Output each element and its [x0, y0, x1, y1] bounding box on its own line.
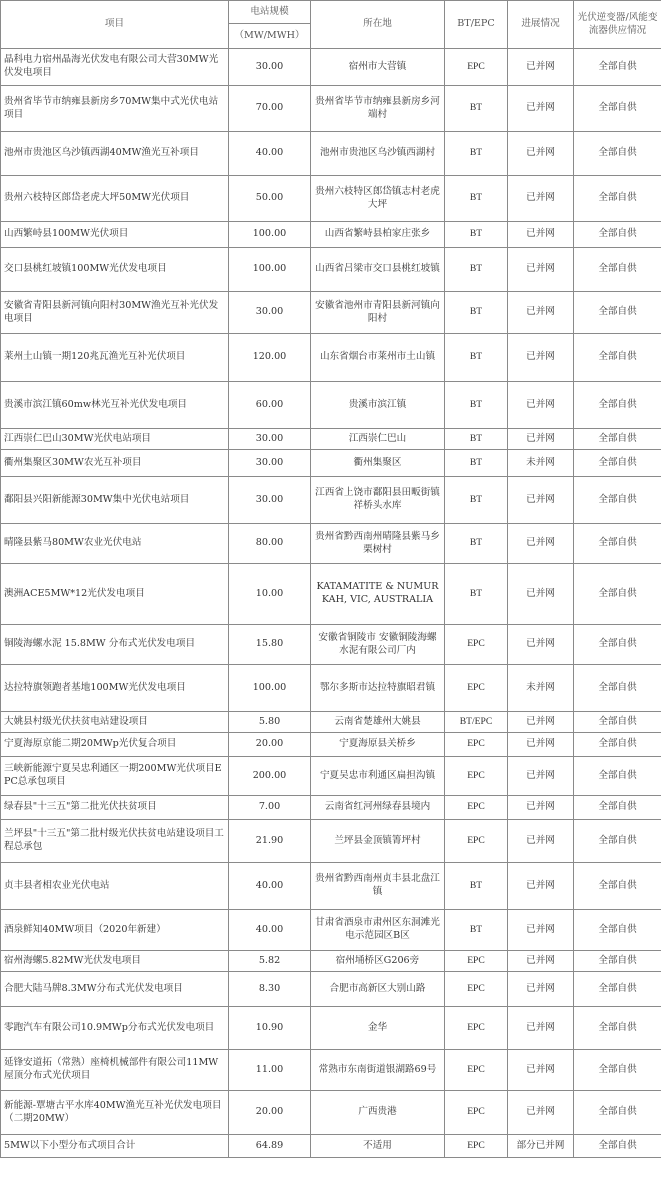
table-row [1, 86, 661, 132]
cell-supply: 全部自供 [574, 477, 661, 524]
cell-project: 衢州集聚区30MW农光互补项目 [1, 450, 229, 477]
table-row [1, 665, 661, 712]
cell-location: 贵州省黔西南州晴隆县紫马乡栗树村 [311, 524, 445, 564]
cell-mode: EPC [445, 951, 508, 972]
cell-location: KATAMATITE & NUMURKAH, VIC, AUSTRALIA [311, 564, 445, 625]
cell-status: 已并网 [508, 820, 574, 863]
table-row [1, 733, 661, 757]
cell-status: 已并网 [508, 1050, 574, 1091]
cell-location: 山西省繁峙县柏家庄张乡 [311, 222, 445, 248]
cell-supply: 全部自供 [574, 292, 661, 334]
cell-capacity: 200.00 [229, 757, 311, 796]
cell-status: 未并网 [508, 665, 574, 712]
cell-project: 江西崇仁巴山30MW光伏电站项目 [1, 429, 229, 450]
cell-mode: EPC [445, 972, 508, 1007]
cell-location: 贵州六枝特区郎岱镇志村老虎大坪 [311, 176, 445, 222]
cell-mode: BT [445, 910, 508, 951]
cell-location: 贵州省毕节市纳雍县新房乡河端村 [311, 86, 445, 132]
cell-status: 已并网 [508, 757, 574, 796]
cell-status: 已并网 [508, 796, 574, 820]
cell-mode: EPC [445, 665, 508, 712]
cell-supply: 全部自供 [574, 733, 661, 757]
table-row [1, 292, 661, 334]
cell-location: 常熟市东南街道银湖路69号 [311, 1050, 445, 1091]
table-row [1, 1007, 661, 1050]
table-row [1, 625, 661, 665]
cell-project: 鄱阳县兴阳新能源30MW集中光伏电站项目 [1, 477, 229, 524]
cell-supply: 全部自供 [574, 450, 661, 477]
cell-project: 贞丰县者相农业光伏电站 [1, 863, 229, 910]
cell-supply: 全部自供 [574, 86, 661, 132]
table-row [1, 49, 661, 86]
cell-project: 酒泉鲜知40MW项目（2020年新建） [1, 910, 229, 951]
cell-project: 三峡新能源宁夏吴忠利通区一期200MW光伏项目EPC总承包项目 [1, 757, 229, 796]
cell-project: 贵溪市滨江镇60mw林光互补光伏发电项目 [1, 382, 229, 429]
cell-location: 衢州集聚区 [311, 450, 445, 477]
cell-mode: BT [445, 248, 508, 292]
cell-status: 已并网 [508, 712, 574, 733]
cell-location: 不适用 [311, 1135, 445, 1158]
cell-status: 已并网 [508, 49, 574, 86]
cell-mode: EPC [445, 1050, 508, 1091]
cell-mode: EPC [445, 796, 508, 820]
cell-supply: 全部自供 [574, 863, 661, 910]
table-row [1, 972, 661, 1007]
cell-project: 铜陵海螺水泥 15.8MW 分布式光伏发电项目 [1, 625, 229, 665]
cell-capacity: 5.82 [229, 951, 311, 972]
header-mode: BT/EPC [445, 1, 508, 49]
cell-status: 已并网 [508, 334, 574, 382]
cell-capacity: 60.00 [229, 382, 311, 429]
cell-project: 宁夏海原京能二期20MWp光伏复合项目 [1, 733, 229, 757]
cell-capacity: 20.00 [229, 733, 311, 757]
cell-location: 云南省红河州绿春县境内 [311, 796, 445, 820]
cell-mode: EPC [445, 820, 508, 863]
cell-status: 已并网 [508, 222, 574, 248]
cell-status: 已并网 [508, 86, 574, 132]
table-row [1, 796, 661, 820]
table-row [1, 248, 661, 292]
header-supply: 光伏逆变器/风能变流器供应情况 [574, 1, 661, 49]
cell-status: 已并网 [508, 863, 574, 910]
cell-location: 山西省吕梁市交口县桃红坡镇 [311, 248, 445, 292]
cell-project: 晴隆县紫马80MW农业光伏电站 [1, 524, 229, 564]
cell-supply: 全部自供 [574, 524, 661, 564]
cell-project: 新能源-覃塘古平水库40MW渔光互补光伏发电项目（二期20MW） [1, 1091, 229, 1135]
table-row [1, 382, 661, 429]
cell-capacity: 70.00 [229, 86, 311, 132]
cell-status: 已并网 [508, 292, 574, 334]
cell-status: 已并网 [508, 625, 574, 665]
table-row [1, 757, 661, 796]
cell-mode: BT [445, 176, 508, 222]
cell-capacity: 8.30 [229, 972, 311, 1007]
cell-supply: 全部自供 [574, 49, 661, 86]
cell-mode: BT [445, 334, 508, 382]
cell-capacity: 30.00 [229, 477, 311, 524]
cell-status: 已并网 [508, 1091, 574, 1135]
cell-supply: 全部自供 [574, 757, 661, 796]
cell-location: 江西崇仁巴山 [311, 429, 445, 450]
cell-mode: BT [445, 132, 508, 176]
cell-capacity: 40.00 [229, 132, 311, 176]
header-capacity-unit: （MW/MWH） [229, 24, 311, 49]
table-row [1, 477, 661, 524]
cell-capacity: 64.89 [229, 1135, 311, 1158]
cell-mode: BT [445, 524, 508, 564]
header-location: 所在地 [311, 1, 445, 49]
cell-status: 已并网 [508, 382, 574, 429]
cell-project: 大姚县村级光伏扶贫电站建设项目 [1, 712, 229, 733]
cell-mode: BT [445, 863, 508, 910]
cell-mode: BT/EPC [445, 712, 508, 733]
cell-mode: BT [445, 564, 508, 625]
cell-capacity: 10.00 [229, 564, 311, 625]
cell-project: 贵州六枝特区郎岱老虎大坪50MW光伏项目 [1, 176, 229, 222]
cell-capacity: 21.90 [229, 820, 311, 863]
cell-supply: 全部自供 [574, 248, 661, 292]
cell-location: 云南省楚雄州大姚县 [311, 712, 445, 733]
cell-location: 鄂尔多斯市达拉特旗昭君镇 [311, 665, 445, 712]
cell-status: 已并网 [508, 733, 574, 757]
cell-location: 江西省上饶市鄱阳县田畈街镇祥桥头水库 [311, 477, 445, 524]
cell-status: 已并网 [508, 477, 574, 524]
cell-supply: 全部自供 [574, 1091, 661, 1135]
cell-capacity: 30.00 [229, 429, 311, 450]
cell-mode: BT [445, 382, 508, 429]
cell-status: 部分已并网 [508, 1135, 574, 1158]
cell-project: 澳洲ACE5MW*12光伏发电项目 [1, 564, 229, 625]
cell-capacity: 30.00 [229, 292, 311, 334]
cell-capacity: 100.00 [229, 248, 311, 292]
table-row [1, 334, 661, 382]
header-capacity: 电站规模 [229, 1, 311, 24]
cell-capacity: 50.00 [229, 176, 311, 222]
table-row [1, 429, 661, 450]
cell-capacity: 15.80 [229, 625, 311, 665]
cell-status: 已并网 [508, 1007, 574, 1050]
cell-status: 已并网 [508, 951, 574, 972]
cell-location: 兰坪县金顶镇箐坪村 [311, 820, 445, 863]
cell-capacity: 7.00 [229, 796, 311, 820]
cell-supply: 全部自供 [574, 625, 661, 665]
cell-supply: 全部自供 [574, 382, 661, 429]
table-row [1, 863, 661, 910]
table-row [1, 564, 661, 625]
cell-location: 安徽省铜陵市 安徽铜陵海螺水泥有限公司厂内 [311, 625, 445, 665]
cell-capacity: 5.80 [229, 712, 311, 733]
cell-project: 5MW以下小型分布式项目合计 [1, 1135, 229, 1158]
cell-project: 兰坪县"十三五"第二批村级光伏扶贫电站建设项目工程总承包 [1, 820, 229, 863]
table-body [1, 49, 661, 1158]
cell-project: 绿春县"十三五"第二批光伏扶贫项目 [1, 796, 229, 820]
cell-status: 已并网 [508, 564, 574, 625]
cell-project: 延锋安道拓（常熟）座椅机械部件有限公司11MW屋顶分布式光伏项目 [1, 1050, 229, 1091]
cell-supply: 全部自供 [574, 1135, 661, 1158]
cell-capacity: 30.00 [229, 49, 311, 86]
cell-location: 池州市贵池区乌沙镇西湖村 [311, 132, 445, 176]
table-row [1, 132, 661, 176]
cell-supply: 全部自供 [574, 1007, 661, 1050]
cell-supply: 全部自供 [574, 910, 661, 951]
cell-supply: 全部自供 [574, 820, 661, 863]
cell-supply: 全部自供 [574, 222, 661, 248]
table-row [1, 450, 661, 477]
cell-capacity: 20.00 [229, 1091, 311, 1135]
cell-supply: 全部自供 [574, 429, 661, 450]
cell-status: 已并网 [508, 248, 574, 292]
cell-supply: 全部自供 [574, 132, 661, 176]
cell-mode: EPC [445, 1091, 508, 1135]
table-row [1, 524, 661, 564]
cell-project: 交口县桃红坡镇100MW光伏发电项目 [1, 248, 229, 292]
cell-supply: 全部自供 [574, 712, 661, 733]
table-row [1, 820, 661, 863]
cell-mode: BT [445, 450, 508, 477]
cell-mode: EPC [445, 1007, 508, 1050]
cell-capacity: 100.00 [229, 222, 311, 248]
table-header [1, 1, 661, 49]
cell-location: 金华 [311, 1007, 445, 1050]
cell-status: 已并网 [508, 429, 574, 450]
cell-location: 合肥市高新区大别山路 [311, 972, 445, 1007]
cell-capacity: 80.00 [229, 524, 311, 564]
cell-project: 零跑汽车有限公司10.9MWp分布式光伏发电项目 [1, 1007, 229, 1050]
cell-supply: 全部自供 [574, 564, 661, 625]
cell-project: 晶科电力宿州晶海光伏发电有限公司大营30MW光伏发电项目 [1, 49, 229, 86]
cell-location: 宁夏海原县关桥乡 [311, 733, 445, 757]
cell-project: 贵州省毕节市纳雍县新房乡70MW集中式光伏电站项目 [1, 86, 229, 132]
cell-status: 已并网 [508, 524, 574, 564]
cell-supply: 全部自供 [574, 951, 661, 972]
cell-supply: 全部自供 [574, 665, 661, 712]
cell-mode: EPC [445, 733, 508, 757]
cell-project: 达拉特旗领跑者基地100MW光伏发电项目 [1, 665, 229, 712]
cell-location: 广西贵港 [311, 1091, 445, 1135]
cell-location: 贵溪市滨江镇 [311, 382, 445, 429]
cell-status: 已并网 [508, 972, 574, 1007]
cell-location: 甘肃省酒泉市肃州区东洞滩光电示范园区B区 [311, 910, 445, 951]
cell-project: 安徽省青阳县新河镇向阳村30MW渔光互补光伏发电项目 [1, 292, 229, 334]
cell-status: 已并网 [508, 132, 574, 176]
cell-status: 未并网 [508, 450, 574, 477]
cell-project: 山西繁峙县100MW光伏项目 [1, 222, 229, 248]
cell-location: 宿州市大营镇 [311, 49, 445, 86]
cell-mode: BT [445, 86, 508, 132]
cell-supply: 全部自供 [574, 1050, 661, 1091]
table-row [1, 1091, 661, 1135]
cell-status: 已并网 [508, 176, 574, 222]
cell-mode: BT [445, 477, 508, 524]
table-row [1, 222, 661, 248]
cell-project: 池州市贵池区乌沙镇西湖40MW渔光互补项目 [1, 132, 229, 176]
cell-location: 贵州省黔西南州贞丰县北盘江镇 [311, 863, 445, 910]
cell-mode: EPC [445, 49, 508, 86]
cell-capacity: 120.00 [229, 334, 311, 382]
cell-supply: 全部自供 [574, 334, 661, 382]
header-status: 进展情况 [508, 1, 574, 49]
cell-project: 莱州土山镇一期120兆瓦渔光互补光伏项目 [1, 334, 229, 382]
cell-mode: EPC [445, 1135, 508, 1158]
table-row [1, 712, 661, 733]
cell-capacity: 40.00 [229, 863, 311, 910]
cell-mode: BT [445, 292, 508, 334]
cell-supply: 全部自供 [574, 796, 661, 820]
table-row [1, 176, 661, 222]
cell-mode: EPC [445, 757, 508, 796]
table-row [1, 951, 661, 972]
cell-capacity: 100.00 [229, 665, 311, 712]
table-row [1, 1050, 661, 1091]
cell-mode: BT [445, 222, 508, 248]
cell-project: 合肥大陆马牌8.3MW分布式光伏发电项目 [1, 972, 229, 1007]
cell-location: 安徽省池州市青阳县新河镇向阳村 [311, 292, 445, 334]
cell-capacity: 10.90 [229, 1007, 311, 1050]
cell-status: 已并网 [508, 910, 574, 951]
table-row [1, 1135, 661, 1158]
cell-location: 山东省烟台市莱州市土山镇 [311, 334, 445, 382]
cell-project: 宿州海螺5.82MW光伏发电项目 [1, 951, 229, 972]
cell-location: 宿州埇桥区G206旁 [311, 951, 445, 972]
cell-mode: BT [445, 429, 508, 450]
cell-capacity: 30.00 [229, 450, 311, 477]
cell-location: 宁夏吴忠市利通区扁担沟镇 [311, 757, 445, 796]
header-project: 项目 [1, 1, 229, 49]
cell-capacity: 11.00 [229, 1050, 311, 1091]
cell-supply: 全部自供 [574, 176, 661, 222]
cell-mode: EPC [445, 625, 508, 665]
table-row [1, 910, 661, 951]
cell-supply: 全部自供 [574, 972, 661, 1007]
cell-capacity: 40.00 [229, 910, 311, 951]
